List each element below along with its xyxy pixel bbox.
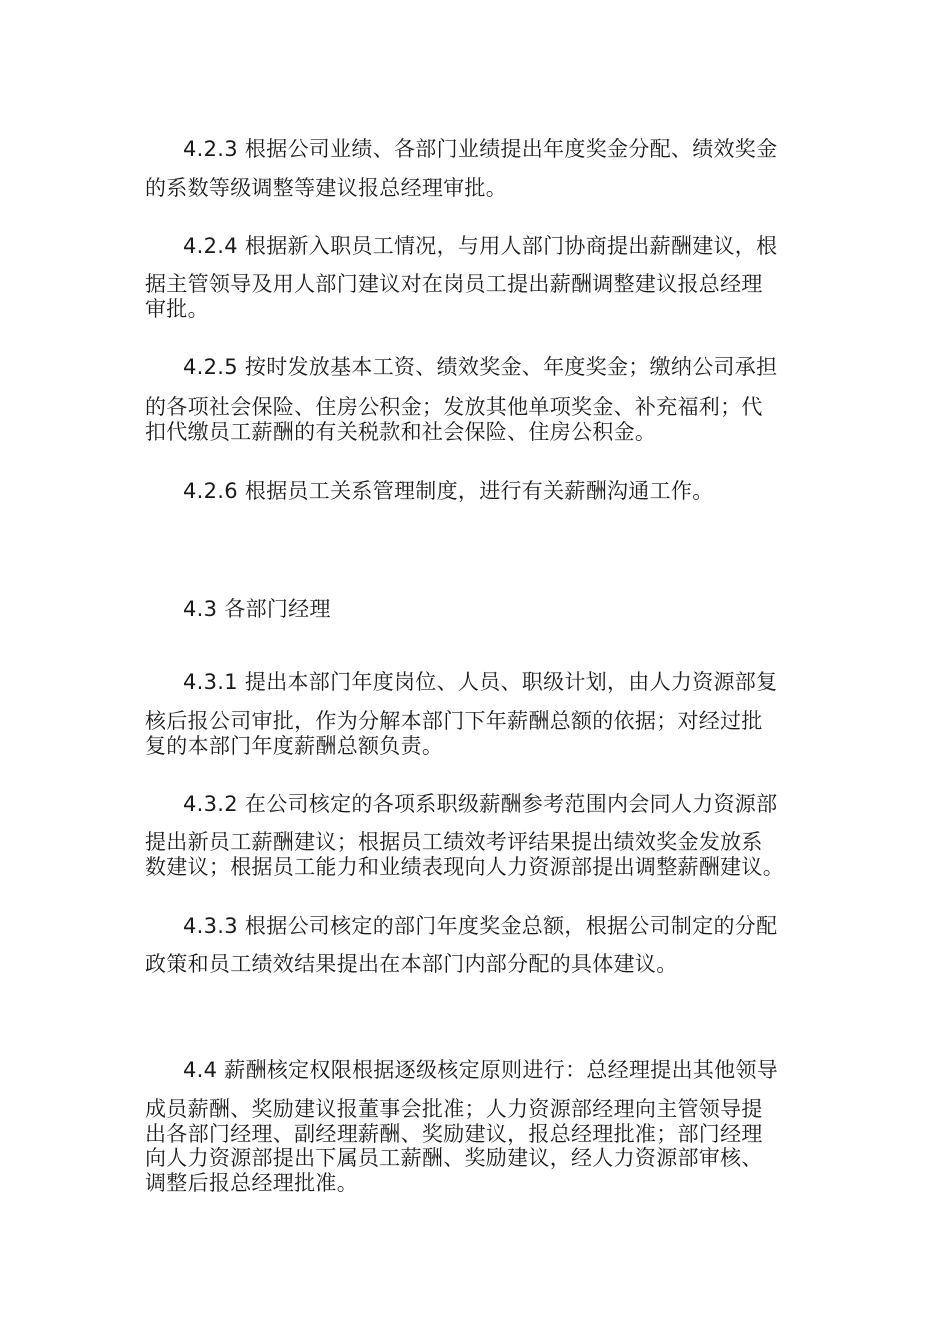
paragraph-4-2-3-line-1: 4.2.3 根据公司业绩、各部门业绩提出年度奖金分配、绩效奖金 [183,137,778,161]
paragraph-4-2-5-line-2: 的各项社会保险、住房公积金；发放其他单项奖金、补充福利；代 [145,395,763,419]
section-heading-4-3: 4.3 各部门经理 [183,597,331,621]
paragraph-4-3-2-line-2: 提出新员工薪酬建议；根据员工绩效考评结果提出绩效奖金发放系 [145,830,763,854]
paragraph-4-2-4-line-2: 据主管领导及用人部门建议对在岗员工提出薪酬调整建议报总经理 [145,272,763,296]
paragraph-4-2-6-line-1: 4.2.6 根据员工关系管理制度，进行有关薪酬沟通工作。 [183,479,714,503]
paragraph-4-2-4-line-1: 4.2.4 根据新入职员工情况，与用人部门协商提出薪酬建议，根 [183,234,778,258]
paragraph-4-2-3-line-2: 的系数等级调整等建议报总经理审批。 [145,176,508,200]
paragraph-4-4-line-4: 向人力资源部提出下属员工薪酬、奖励建议，经人力资源部审核、 [145,1146,763,1170]
paragraph-4-4-line-1: 4.4 薪酬核定权限根据逐级核定原则进行：总经理提出其他领导 [183,1058,779,1082]
paragraph-4-3-1-line-3: 复的本部门年度薪酬总额负责。 [145,734,444,758]
paragraph-4-4-line-2: 成员薪酬、奖励建议报董事会批准；人力资源部经理向主管领导提 [145,1097,763,1121]
paragraph-4-3-1-line-2: 核后报公司审批，作为分解本部门下年薪酬总额的依据；对经过批 [145,709,763,733]
paragraph-4-3-3-line-2: 政策和员工绩效结果提出在本部门内部分配的具体建议。 [145,952,678,976]
paragraph-4-2-4-line-3: 审批。 [145,297,209,321]
paragraph-4-2-5-line-3: 扣代缴员工薪酬的有关税款和社会保险、住房公积金。 [145,420,657,444]
paragraph-4-3-1-line-1: 4.3.1 提出本部门年度岗位、人员、职级计划，由人力资源部复 [183,670,778,694]
paragraph-4-4-line-3: 出各部门经理、副经理薪酬、奖励建议，报总经理批准；部门经理 [145,1122,763,1146]
paragraph-4-2-5-line-1: 4.2.5 按时发放基本工资、绩效奖金、年度奖金；缴纳公司承担 [183,355,778,379]
paragraph-4-4-line-5: 调整后报总经理批准。 [145,1171,358,1195]
paragraph-4-3-2-line-1: 4.3.2 在公司核定的各项系职级薪酬参考范围内会同人力资源部 [183,792,778,816]
paragraph-4-3-2-line-3: 数建议；根据员工能力和业绩表现向人力资源部提出调整薪酬建议。 [145,855,784,879]
paragraph-4-3-3-line-1: 4.3.3 根据公司核定的部门年度奖金总额，根据公司制定的分配 [183,914,778,938]
